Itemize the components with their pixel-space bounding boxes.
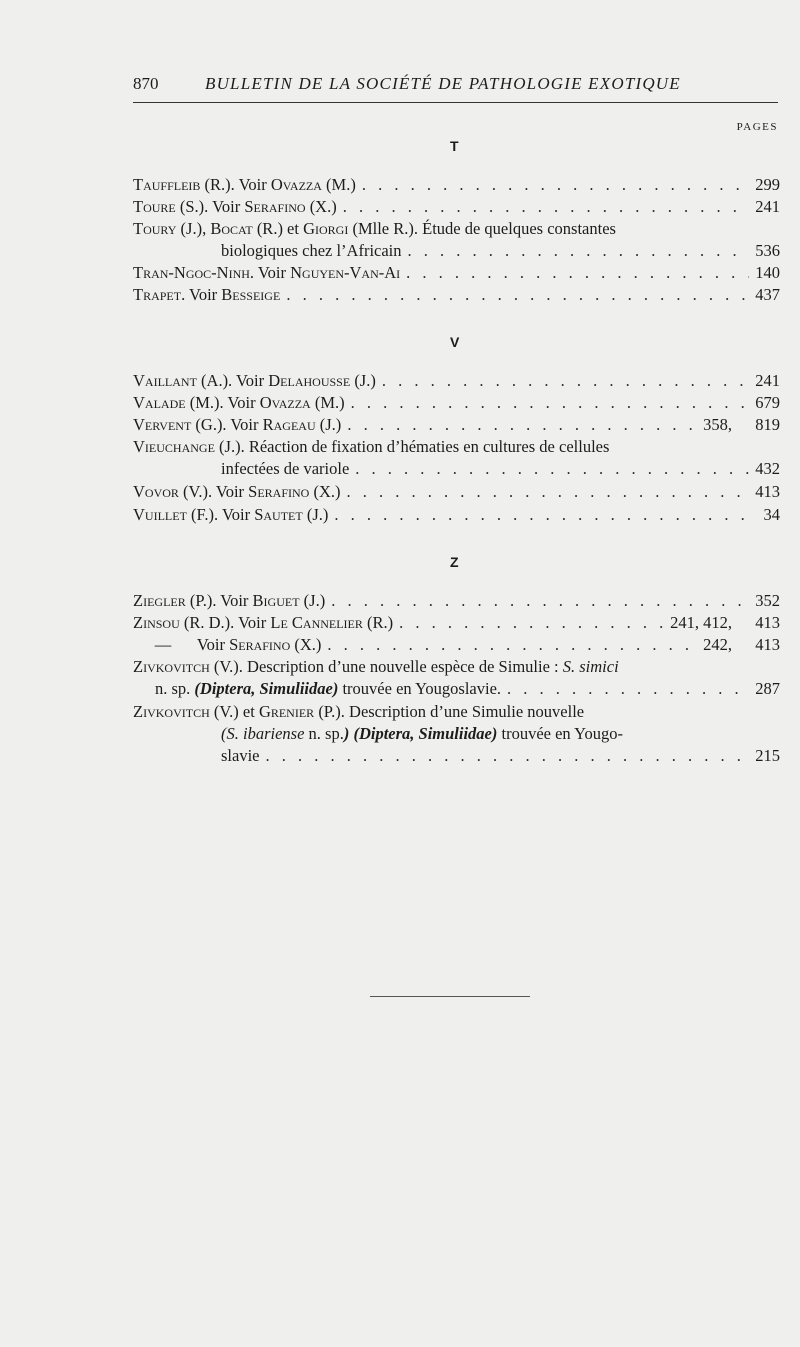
species-name: (S. ibariense xyxy=(221,724,305,743)
entry-text: (P.). Description d’une Simulie nouvelle xyxy=(318,702,585,721)
entry-text: (J.). Réaction de fixation d’hématies en cultures de cellules xyxy=(219,437,610,456)
page-ref: 437 xyxy=(755,285,780,304)
cross-ref: Biguet xyxy=(252,591,300,610)
author-name: Vaillant xyxy=(133,371,197,390)
leader-dots xyxy=(343,196,750,218)
page-ref: 140 xyxy=(755,263,780,282)
leader-dots xyxy=(327,634,697,656)
section-heading-z: Z xyxy=(450,554,459,570)
index-entry-vieuchange xyxy=(133,436,780,480)
entry-text: (F.). Voir xyxy=(191,505,251,524)
cross-ref: Sautet xyxy=(254,505,303,524)
entry-tail: (M.) xyxy=(326,175,356,194)
page-ref: 413 xyxy=(755,635,780,654)
author-name: Zivkovitch xyxy=(133,702,210,721)
author-name: Toury xyxy=(133,219,177,238)
entry-tail: (R.) xyxy=(367,613,394,632)
leader-dots xyxy=(286,284,749,306)
entry-text: (M.). Voir xyxy=(189,393,256,412)
author-name: Vieuchange xyxy=(133,437,215,456)
leader-dots xyxy=(507,678,749,700)
page-ref: 241 xyxy=(755,371,780,390)
page-ref: 432 xyxy=(755,459,780,478)
page-ref: 413 xyxy=(755,482,780,501)
entry-tail: (J.) xyxy=(354,371,376,390)
section-heading-v: V xyxy=(450,334,460,350)
cross-ref: Besseige xyxy=(221,285,281,304)
running-header xyxy=(133,74,778,100)
author-name: Toure xyxy=(133,197,176,216)
entry-text: (G.). Voir xyxy=(195,415,259,434)
entry-text: (V.). Voir xyxy=(183,482,245,501)
ditto-dash: — xyxy=(154,635,172,654)
entry-text: Voir xyxy=(196,635,225,654)
entry-continuation: trouvée en Yougoslavie. xyxy=(342,679,502,698)
entry-text: (S.). Voir xyxy=(179,197,241,216)
entry-text: trouvée en Yougo- xyxy=(501,724,623,743)
entry-text: (R.) et xyxy=(256,219,299,238)
index-entry-zinsou xyxy=(133,612,780,634)
index-entry-vovor xyxy=(133,481,780,503)
cross-ref: Serafino xyxy=(248,482,310,501)
page-ref: 34 xyxy=(763,505,780,524)
index-entry-vervent xyxy=(133,414,780,436)
author-name: Zivkovitch xyxy=(133,657,210,676)
index-entry-valade xyxy=(133,392,780,414)
entry-text: (V.). Description d’une nouvelle espèce de Simulie : xyxy=(213,657,559,676)
entry-tail: (J.) xyxy=(303,591,326,610)
author-name: Valade xyxy=(133,393,186,412)
page-ref: 215 xyxy=(755,746,780,765)
index-entry-vuillet xyxy=(133,504,780,526)
cross-ref: Le Cannelier xyxy=(270,613,363,632)
cross-ref: Delahousse xyxy=(268,371,351,390)
author-name: Zinsou xyxy=(133,613,180,632)
entry-continuation: biologiques chez l’Africain xyxy=(221,241,402,260)
entry-tail: (X.) xyxy=(313,482,341,501)
pages-column-label: PAGES xyxy=(736,121,778,133)
cross-ref: Nguyen-Van-Ai xyxy=(290,263,401,282)
author-name: Ziegler xyxy=(133,591,186,610)
leader-dots xyxy=(362,174,749,196)
header-rule xyxy=(133,102,778,103)
author-name: Vuillet xyxy=(133,505,187,524)
leader-dots xyxy=(266,745,750,767)
entry-continuation: n. sp. xyxy=(155,679,191,698)
author-name: Vervent xyxy=(133,415,192,434)
page-ref: 299 xyxy=(755,175,780,194)
entry-text: (Mlle R.). Étude de quelques constantes xyxy=(352,219,616,238)
entry-text: (R.). Voir xyxy=(204,175,267,194)
author-name: Trapet. xyxy=(133,285,186,304)
index-entry-vaillant xyxy=(133,370,780,392)
entry-tail: (M.) xyxy=(314,393,345,412)
leader-dots xyxy=(347,481,750,503)
page-ref: 679 xyxy=(755,393,780,412)
entry-continuation: infectées de variole xyxy=(221,459,350,478)
author-name: Vovor xyxy=(133,482,179,501)
index-entry-toury xyxy=(133,218,780,262)
page-ref: 241, 412, xyxy=(670,613,732,632)
taxon-name: ) (Diptera, Simuliidae) xyxy=(343,724,498,743)
index-entry-toure xyxy=(133,196,780,218)
leader-dots xyxy=(347,414,697,436)
leader-dots xyxy=(406,262,749,284)
section-heading-t: T xyxy=(450,138,459,154)
page-ref: 241 xyxy=(755,197,780,216)
cross-ref: Serafino xyxy=(244,197,306,216)
index-entry-tran-ngoc-ninh xyxy=(133,262,780,284)
taxon-name: (Diptera, Simuliidae) xyxy=(194,679,339,698)
entry-text: Voir xyxy=(257,263,286,282)
leader-dots xyxy=(351,392,750,414)
page-ref: 358, xyxy=(703,415,732,434)
index-entry-zinsou-continued xyxy=(133,634,780,656)
entry-text: n. sp. xyxy=(308,724,344,743)
cross-ref: Ovazza xyxy=(259,393,311,412)
entry-tail: (J.) xyxy=(319,415,342,434)
index-entry-tauffleib xyxy=(133,174,780,196)
cross-ref: Ovazza xyxy=(270,175,322,194)
coauthor-name: Giorgi xyxy=(303,219,349,238)
end-of-index-rule xyxy=(370,996,530,997)
cross-ref: Serafino xyxy=(229,635,291,654)
entry-text: (V.) et xyxy=(213,702,255,721)
leader-dots xyxy=(355,458,749,480)
entry-continuation: slavie xyxy=(221,746,260,765)
author-name: Tran-Ngoc-Ninh. xyxy=(133,263,255,282)
entry-text: (R. D.). Voir xyxy=(183,613,267,632)
coauthor-name: Bocat xyxy=(210,219,253,238)
index-entry-trapet xyxy=(133,284,780,306)
cross-ref: Rageau xyxy=(262,415,316,434)
entry-text: (P.). Voir xyxy=(189,591,249,610)
entry-tail: (X.) xyxy=(309,197,337,216)
page-ref: 287 xyxy=(755,679,780,698)
leader-dots xyxy=(408,240,750,262)
leader-dots xyxy=(331,590,749,612)
entry-tail: (J.) xyxy=(306,505,329,524)
index-entry-zivkovitch-2 xyxy=(133,701,780,767)
author-name: Tauffleib xyxy=(133,175,201,194)
entry-tail: (X.) xyxy=(294,635,322,654)
leader-dots xyxy=(382,370,749,392)
page-number: 870 xyxy=(133,74,159,93)
entry-text: Voir xyxy=(189,285,218,304)
index-entry-zivkovitch-1 xyxy=(133,656,780,700)
page-ref: 413 xyxy=(755,613,780,632)
page-ref: 536 xyxy=(755,241,780,260)
journal-title: BULLETIN DE LA SOCIÉTÉ DE PATHOLOGIE EXOTIQUE xyxy=(205,74,681,93)
entry-text: (J.), xyxy=(180,219,207,238)
entry-text: (A.). Voir xyxy=(201,371,265,390)
index-entry-ziegler xyxy=(133,590,780,612)
page-ref: 819 xyxy=(755,415,780,434)
leader-dots xyxy=(399,612,664,634)
leader-dots xyxy=(334,504,757,526)
page-ref: 242, xyxy=(703,635,732,654)
page-ref: 352 xyxy=(755,591,780,610)
species-name: S. simici xyxy=(562,657,619,676)
coauthor-name: Grenier xyxy=(258,702,315,721)
